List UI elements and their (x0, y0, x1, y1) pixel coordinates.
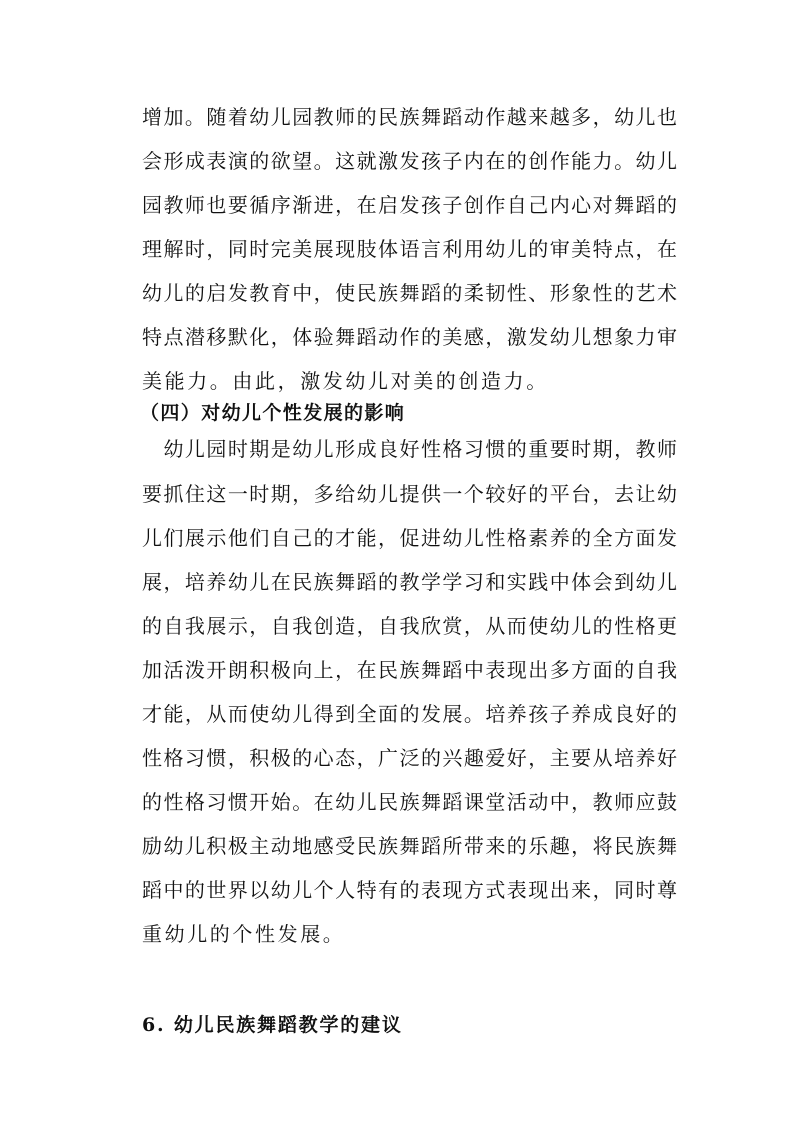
paragraph-line-last: 重幼儿的个性发展。 (142, 922, 346, 946)
paragraph-line: 的自我展示，自我创造，自我欣赏，从而使幼儿的性格更 (142, 614, 677, 638)
paragraph-line: 会形成表演的欲望。这就激发孩子内在的创作能力。幼儿 (142, 149, 677, 173)
paragraph-line: 性格习惯，积极的心态，广泛的兴趣爱好，主要从培养好 (142, 746, 677, 770)
paragraph-line-last: 美能力。由此，激发幼儿对美的创造力。 (142, 369, 549, 393)
paragraph-line: 励幼儿积极主动地感受民族舞蹈所带来的乐趣，将民族舞 (142, 834, 677, 858)
paragraph-line: 的性格习惯开始。在幼儿民族舞蹈课堂活动中，教师应鼓 (142, 790, 677, 814)
paragraph-line: 儿们展示他们自己的才能，促进幼儿性格素养的全方面发 (142, 526, 677, 550)
paragraph-line: 特点潜移默化，体验舞蹈动作的美感，激发幼儿想象力审 (142, 325, 677, 349)
paragraph-line: 展，培养幼儿在民族舞蹈的教学学习和实践中体会到幼儿 (142, 570, 677, 594)
subsection-heading: （四）对幼儿个性发展的影响 (140, 402, 406, 424)
paragraph-line: 幼儿的启发教育中，使民族舞蹈的柔韧性、形象性的艺术 (142, 281, 677, 305)
paragraph-line: 增加。随着幼儿园教师的民族舞蹈动作越来越多，幼儿也 (142, 105, 677, 129)
paragraph-line: 加活泼开朗积极向上，在民族舞蹈中表现出多方面的自我 (142, 658, 677, 682)
paragraph-line: 园教师也要循序渐进，在启发孩子创作自己内心对舞蹈的 (142, 193, 677, 217)
paragraph-line: 幼儿园时期是幼儿形成良好性格习惯的重要时期，教师 (142, 437, 677, 461)
paragraph-line: 才能，从而使幼儿得到全面的发展。培养孩子养成良好的 (142, 702, 677, 726)
paragraph-line: 蹈中的世界以幼儿个人特有的表现方式表现出来，同时尊 (142, 878, 677, 902)
paragraph-line: 理解时，同时完美展现肢体语言利用幼儿的审美特点，在 (142, 237, 677, 261)
paragraph-line: 要抓住这一时期，多给幼儿提供一个较好的平台，去让幼 (142, 482, 677, 506)
section-title: 6. 幼儿民族舞蹈教学的建议 (142, 1014, 403, 1036)
